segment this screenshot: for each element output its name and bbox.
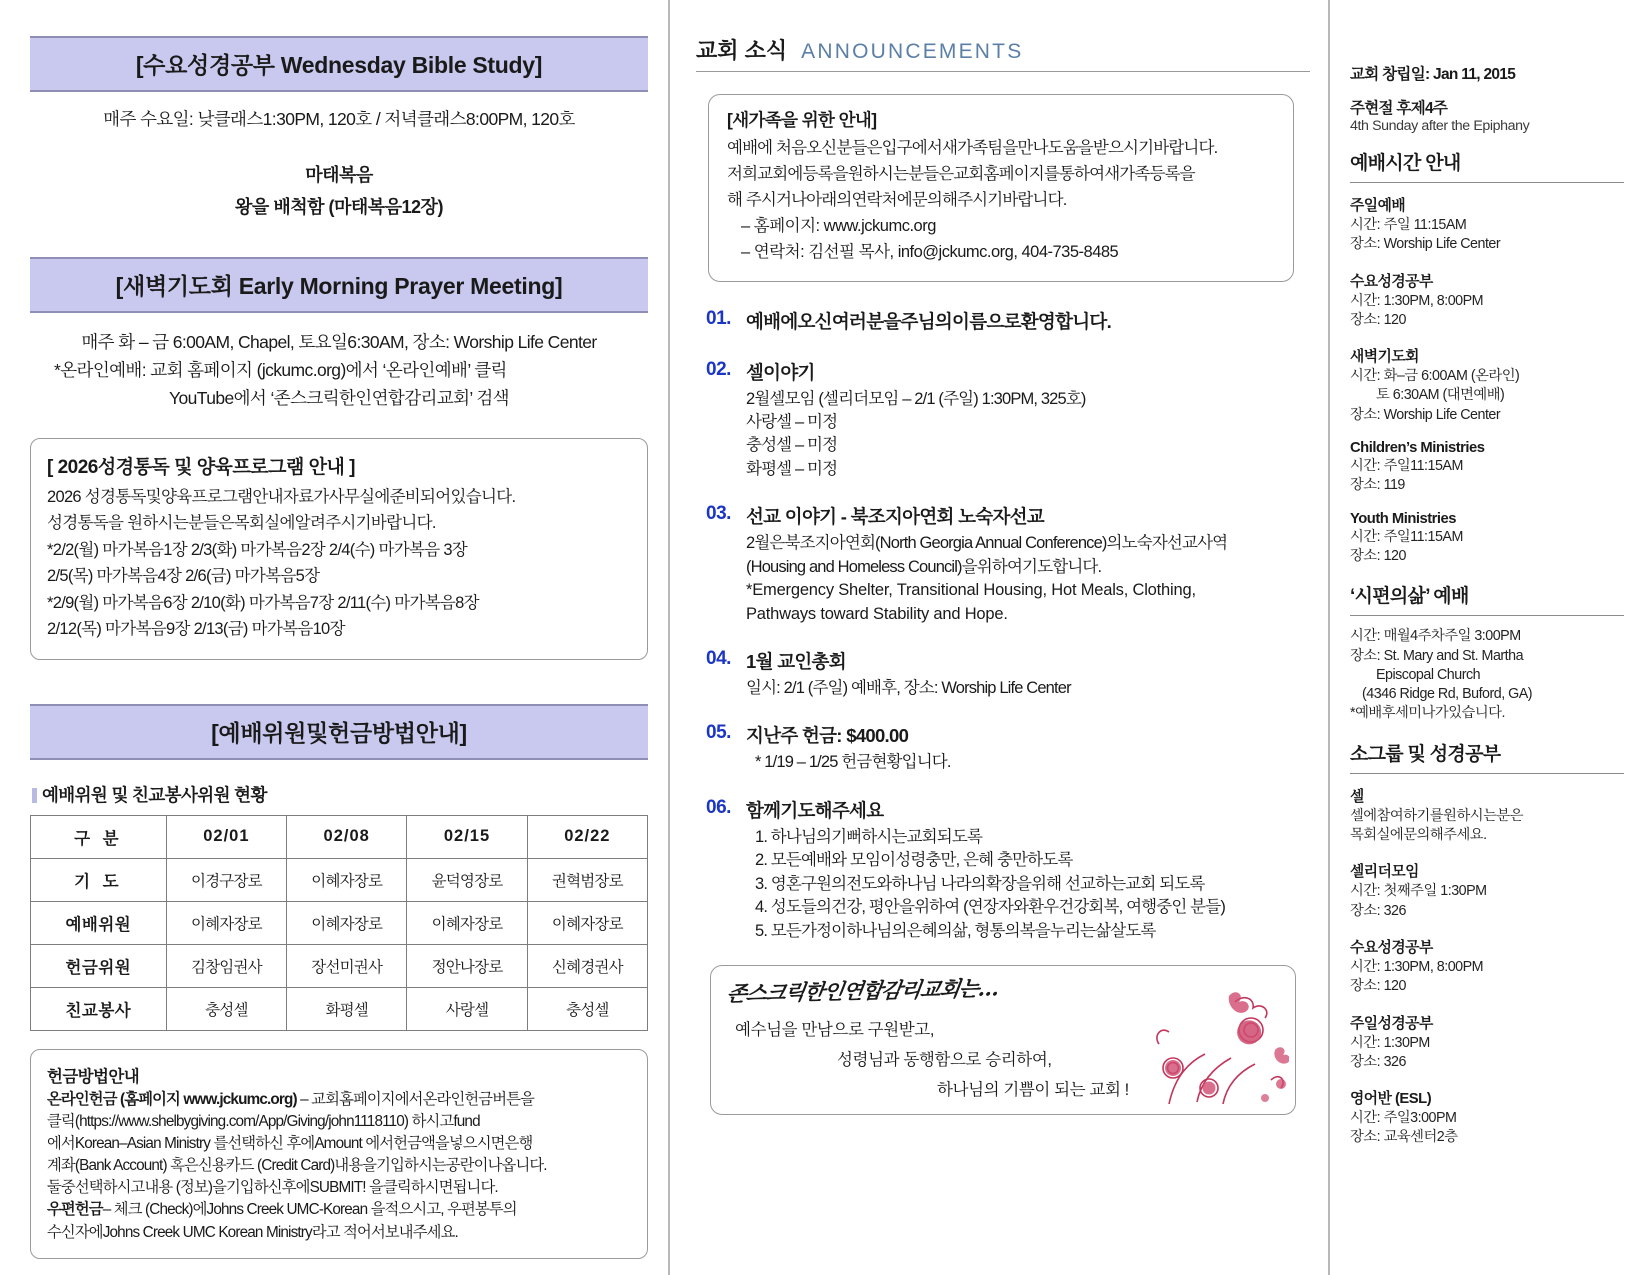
prayer-line: 2. 모든예배와 모임이성령충만, 은혜 충만하도록 bbox=[755, 851, 1073, 870]
announcements-header bbox=[696, 34, 1310, 71]
duty-and-giving-banner: [예배위원및헌금방법안내] bbox=[30, 704, 648, 760]
announcement-number: 03. bbox=[706, 503, 731, 525]
duty-row-label: 친교봉사 bbox=[31, 987, 167, 1030]
small-group-name: 영어반 (ESL) bbox=[1350, 1091, 1432, 1108]
announcement-line: (Housing and Homeless Council)을위하여기도합니다. bbox=[746, 557, 1102, 576]
duty-cell: 충성셀 bbox=[166, 987, 286, 1030]
worship-item-line: 장소: 120 bbox=[1350, 547, 1406, 564]
small-group-line: 시간: 1:30PM bbox=[1350, 1034, 1430, 1051]
small-group-line: 장소: 326 bbox=[1350, 902, 1406, 919]
duty-row-label: 헌금위원 bbox=[31, 944, 167, 987]
worship-times-title: 예배시간 안내 bbox=[1350, 148, 1624, 183]
announcements-title-kr: 교회 소식 bbox=[696, 38, 788, 63]
small-group-line: 시간: 첫째주일 1:30PM bbox=[1350, 883, 1487, 900]
announcement-number: 01. bbox=[706, 307, 731, 329]
announcement-number: 05. bbox=[706, 722, 731, 744]
morning-prayer-banner: [새벽기도회 Early Morning Prayer Meeting] bbox=[30, 257, 648, 313]
small-group-title: 소그룹 및 성경공부 bbox=[1350, 739, 1624, 774]
bible-program-line: 2/12(목) 마가복음9장 2/13(금) 마가복음10장 bbox=[47, 620, 345, 639]
small-group-line: 장소: 326 bbox=[1350, 1053, 1406, 1070]
header-rule bbox=[696, 71, 1310, 72]
announcement-heading: 지난주 헌금: $400.00 bbox=[746, 725, 909, 747]
new-family-title: [새가족을 위한 안내] bbox=[727, 110, 877, 130]
small-group-line: 장소: 120 bbox=[1350, 978, 1406, 995]
liturgical-sunday-kr: 주현절 후제4주 bbox=[1350, 100, 1448, 117]
giving-line: 에서Korean–Asian Ministry 를선택하신 후에Amount 에서헌금액을넣으시면은행 bbox=[47, 1134, 533, 1152]
giving-line: 계좌(Bank Account) 혹은신용카드 (Credit Card)내용을기입하시는공란이나옵니다. bbox=[47, 1157, 547, 1175]
bible-program-line: *2/9(월) 마가복음6장 2/10(화) 마가복음7장 2/11(수) 마가복음8장 bbox=[47, 593, 479, 612]
prayer-line: 5. 모든가정이하나님의은혜의삶, 형통의복을누리는삶살도록 bbox=[755, 921, 1156, 940]
giving-mail-rest: – 체크 (Check)에Johns Creek UMC-Korean 을적으시고, 우편봉투의 bbox=[102, 1201, 517, 1219]
worship-item-line: 장소: Worship Life Center bbox=[1350, 236, 1501, 253]
small-group-line: 셀에참여하기를원하시는분은 bbox=[1350, 807, 1524, 824]
duty-cell: 사랑셀 bbox=[407, 987, 527, 1030]
psalm-line: *예배후세미나가있습니다. bbox=[1350, 705, 1505, 722]
duty-col-4: 02/22 bbox=[527, 815, 647, 858]
duty-cell: 장선미권사 bbox=[287, 944, 407, 987]
mission-line-1: 예수님을 만남으로 구원받고, bbox=[735, 1020, 935, 1039]
announcement-heading: 셀이야기 bbox=[746, 361, 815, 383]
flower-decoration-icon bbox=[1139, 984, 1289, 1112]
giving-online-line bbox=[47, 1089, 631, 1111]
mission-line-3: 하나님의 기쁨이 되는 교회 ! bbox=[937, 1080, 1129, 1099]
wednesday-bible-topic: 왕을 배척함 (마태복음12장) bbox=[235, 197, 443, 217]
worship-item bbox=[1350, 194, 1624, 255]
morning-prayer-line-3: YouTube에서 ‘존스크릭한인연합감리교회’ 검색 bbox=[169, 388, 509, 408]
bible-program-line: 2/5(목) 마가복음4장 2/6(금) 마가복음5장 bbox=[47, 567, 320, 586]
small-group-line: 목회실에문의해주세요. bbox=[1350, 827, 1487, 844]
giving-title: 헌금방법안내 bbox=[47, 1067, 140, 1086]
small-group-line: 시간: 주일3:00PM bbox=[1350, 1110, 1457, 1127]
announcement-line: Pathways toward Stability and Hope. bbox=[746, 604, 1008, 623]
duty-cell: 이혜자장로 bbox=[166, 901, 286, 944]
giving-line: 수신자에Johns Creek UMC Korean Ministry라고 적어서보내주세요. bbox=[47, 1223, 458, 1241]
wednesday-bible-book: 마태복음 bbox=[305, 165, 373, 185]
wednesday-bible-study-banner: [수요성경공부 Wednesday Bible Study] bbox=[30, 36, 648, 92]
small-group-name: 셀리더모임 bbox=[1350, 864, 1419, 881]
mission-handwritten-title: 존스크릭한인연합감리교회는… bbox=[725, 975, 1001, 1006]
duty-col-3: 02/15 bbox=[407, 815, 527, 858]
bible-program-line: 2026 성경통독및양육프로그램안내자료가사무실에준비되어있습니다. bbox=[47, 488, 516, 506]
small-group-name: 셀 bbox=[1350, 788, 1364, 805]
bible-program-line: 성경통독을 원하시는분들은목회실에알려주시기바랍니다. bbox=[47, 514, 436, 533]
worship-item-name: 새벽기도회 bbox=[1350, 349, 1419, 366]
announcement-line: 일시: 2/1 (주일) 예배후, 장소: Worship Life Center bbox=[746, 678, 1071, 697]
worship-item-line: 토 6:30AM (대면예배) bbox=[1376, 387, 1505, 404]
duty-row-label: 기 도 bbox=[31, 858, 167, 901]
worship-item bbox=[1350, 511, 1624, 567]
new-family-website: – 홈페이지: www.jckumc.org bbox=[741, 216, 936, 235]
duty-cell: 화평셀 bbox=[287, 987, 407, 1030]
duty-section-heading-label: 예배위원 및 친교봉사위원 현황 bbox=[42, 784, 267, 805]
announcement-heading: 선교 이야기 - 북조지아연회 노숙자선교 bbox=[746, 506, 1044, 528]
prayer-line: 4. 성도들의건강, 평안을위하여 (연장자와환우건강회복, 여행중인 분들) bbox=[755, 898, 1225, 917]
announcement-body bbox=[746, 359, 1310, 482]
column-divider-right bbox=[1328, 0, 1330, 1275]
announcement-item bbox=[696, 797, 1310, 943]
announcement-number: 04. bbox=[706, 647, 731, 669]
duty-cell: 권혁범장로 bbox=[527, 858, 647, 901]
duty-col-1: 02/01 bbox=[166, 815, 286, 858]
announcement-line: *Emergency Shelter, Transitional Housing, Hot Meals, Clothing, bbox=[746, 581, 1196, 600]
duty-cell: 이혜자장로 bbox=[527, 901, 647, 944]
duty-cell: 신혜경권사 bbox=[527, 944, 647, 987]
table-row bbox=[31, 858, 648, 901]
small-group-item bbox=[1350, 785, 1624, 846]
duty-cell: 이혜자장로 bbox=[407, 901, 527, 944]
worship-item bbox=[1350, 345, 1624, 425]
psalm-service-details bbox=[1350, 627, 1624, 723]
new-family-line: 해 주시거나아래의연락처에문의해주시기바랍니다. bbox=[727, 190, 1067, 209]
bible-reading-program-title: [ 2026성경통독 및 양육프로그램 안내 ] bbox=[47, 457, 355, 478]
announcement-heading: 1월 교인총회 bbox=[746, 650, 846, 672]
announcement-item bbox=[696, 722, 1310, 774]
table-row bbox=[31, 987, 648, 1030]
giving-mail-line bbox=[47, 1199, 631, 1221]
duty-section bbox=[30, 782, 648, 1031]
announcement-line: 2월셀모임 (셀리더모임 – 2/1 (주일) 1:30PM, 325호) bbox=[746, 389, 1086, 408]
announcement-line: 화평셀 – 미정 bbox=[746, 459, 838, 478]
duty-row-label: 예배위원 bbox=[31, 901, 167, 944]
duty-cell: 이경구장로 bbox=[166, 858, 286, 901]
announcement-item bbox=[696, 503, 1310, 626]
liturgical-sunday-en: 4th Sunday after the Epiphany bbox=[1350, 118, 1530, 134]
church-meta bbox=[1350, 62, 1624, 134]
announcement-line: 2월은북조지아연회(North Georgia Annual Conference)의노숙자선교사역 bbox=[746, 534, 1228, 553]
announcement-body bbox=[746, 308, 1310, 337]
table-row bbox=[31, 901, 648, 944]
worship-item-line: 장소: 120 bbox=[1350, 311, 1406, 328]
psalm-service-title: ‘시편의삶’ 예배 bbox=[1350, 581, 1624, 616]
worship-item-name: 수요성경공부 bbox=[1350, 273, 1433, 290]
founding-date: 교회 창립일: Jan 11, 2015 bbox=[1350, 66, 1516, 83]
announcement-line: 충성셀 – 미정 bbox=[746, 436, 838, 455]
small-group-line: 시간: 1:30PM, 8:00PM bbox=[1350, 958, 1484, 975]
duty-cell: 충성셀 bbox=[527, 987, 647, 1030]
small-group-name: 주일성경공부 bbox=[1350, 1015, 1433, 1032]
announcements-column bbox=[668, 0, 1328, 1275]
giving-online-rest: – 교회홈페이지에서온라인헌금버튼을 bbox=[296, 1090, 535, 1108]
worship-item-name: 주일예배 bbox=[1350, 198, 1406, 214]
giving-line: 클릭(https://www.shelbygiving.com/App/Giving/john1118110) 하시고fund bbox=[47, 1112, 480, 1130]
duty-col-2: 02/08 bbox=[287, 815, 407, 858]
duty-section-heading bbox=[32, 782, 648, 807]
table-header-row bbox=[31, 815, 648, 858]
new-family-line: 저희교회에등록을원하시는분들은교회홈페이지를통하여새가족등록을 bbox=[727, 164, 1195, 183]
bible-program-line: *2/2(월) 마가복음1장 2/3(화) 마가복음2장 2/4(수) 마가복음 3장 bbox=[47, 540, 468, 559]
wednesday-bible-study-time: 매주 수요일: 낮클래스1:30PM, 120호 / 저녁클래스8:00PM, 120호 bbox=[103, 109, 575, 129]
worship-item-name: Youth Ministries bbox=[1350, 510, 1456, 527]
duty-cell: 이혜자장로 bbox=[287, 858, 407, 901]
announcement-heading: 함께기도해주세요 bbox=[746, 799, 884, 821]
small-group-item bbox=[1350, 936, 1624, 997]
worship-item-line: 시간: 주일 11:15AM bbox=[1350, 217, 1467, 233]
duty-cell: 윤덕영장로 bbox=[407, 858, 527, 901]
announcement-line: 사랑셀 – 미정 bbox=[746, 413, 838, 432]
small-group-name: 수요성경공부 bbox=[1350, 939, 1433, 956]
announcement-line: * 1/19 – 1/25 헌금현황입니다. bbox=[755, 753, 951, 772]
announcement-body bbox=[746, 722, 1310, 774]
duty-cell: 이혜자장로 bbox=[287, 901, 407, 944]
prayer-line: 3. 영혼구원의전도와하나님 나라의확장을위해 선교하는교회 되도록 bbox=[755, 874, 1205, 893]
duty-cell: 김창임권사 bbox=[166, 944, 286, 987]
psalm-line: 시간: 매월4주차주일 3:00PM bbox=[1350, 628, 1521, 645]
psalm-line: Episcopal Church bbox=[1376, 666, 1481, 683]
announcement-item bbox=[696, 359, 1310, 482]
small-group-item bbox=[1350, 860, 1624, 921]
giving-online-label: 온라인헌금 (홈페이지 www.jckumc.org) bbox=[47, 1090, 297, 1108]
left-column bbox=[0, 0, 668, 1275]
giving-methods-box bbox=[30, 1049, 648, 1259]
announcement-number: 02. bbox=[706, 358, 731, 380]
mission-statement-box bbox=[710, 965, 1296, 1115]
announcement-number: 06. bbox=[706, 796, 731, 818]
announcement-item bbox=[696, 308, 1310, 337]
new-family-box bbox=[708, 94, 1294, 282]
giving-mail-label: 우편헌금 bbox=[47, 1201, 103, 1219]
small-group-line: 장소: 교육센터2층 bbox=[1350, 1129, 1458, 1146]
morning-prayer-line-2: *온라인예배: 교회 홈페이지 (jckumc.org)에서 ‘온라인예배’ 클릭 bbox=[54, 360, 507, 380]
table-row bbox=[31, 944, 648, 987]
worship-item bbox=[1350, 440, 1624, 496]
new-family-contact: – 연락처: 김선필 목사, info@jckumc.org, 404-735-8485 bbox=[741, 242, 1119, 261]
psalm-line: (4346 Ridge Rd, Buford, GA) bbox=[1362, 686, 1533, 703]
morning-prayer-line-1: 매주 화 – 금 6:00AM, Chapel, 토요일6:30AM, 장소: Worship Life Center bbox=[81, 332, 597, 352]
announcement-body bbox=[746, 503, 1310, 626]
duty-cell: 정안나장로 bbox=[407, 944, 527, 987]
worship-item-name: Children’s Ministries bbox=[1350, 440, 1485, 457]
announcement-body bbox=[746, 797, 1310, 943]
announcement-body bbox=[746, 648, 1310, 700]
info-sidebar bbox=[1328, 0, 1648, 1275]
new-family-line: 예배에 처음오신분들은입구에서새가족팀을만나도움을받으시기바랍니다. bbox=[727, 139, 1218, 157]
mission-line-2: 성령님과 동행함으로 승리하여, bbox=[837, 1050, 1052, 1069]
small-group-item bbox=[1350, 1012, 1624, 1073]
worship-item-line: 장소: 119 bbox=[1350, 477, 1405, 494]
giving-line: 둘중선택하시고내용 (정보)을기입하신후에SUBMIT! 을클릭하시면됩니다. bbox=[47, 1179, 498, 1197]
bullet-bar-icon bbox=[32, 788, 37, 803]
prayer-line: 1. 하나님의기뻐하시는교회되도록 bbox=[755, 827, 983, 846]
bible-reading-program-box bbox=[30, 438, 648, 660]
psalm-line: 장소: St. Mary and St. Martha bbox=[1350, 647, 1524, 664]
worship-item-line: 시간: 1:30PM, 8:00PM bbox=[1350, 292, 1484, 309]
announcement-item bbox=[696, 648, 1310, 700]
worship-item-line: 시간: 주일11:15AM bbox=[1350, 458, 1463, 475]
worship-item-line: 시간: 화–금 6:00AM (온라인) bbox=[1350, 368, 1520, 385]
duty-table bbox=[30, 815, 648, 1031]
worship-item-line: 장소: Worship Life Center bbox=[1350, 406, 1501, 423]
announcements-title-en: ANNOUNCEMENTS bbox=[801, 40, 1024, 63]
worship-item bbox=[1350, 270, 1624, 331]
small-group-item bbox=[1350, 1087, 1624, 1148]
announcement-heading: 예배에오신여러분을주님의이름으로환영합니다. bbox=[746, 310, 1112, 332]
duty-col-0: 구 분 bbox=[31, 815, 167, 858]
worship-item-line: 시간: 주일11:15AM bbox=[1350, 528, 1463, 545]
